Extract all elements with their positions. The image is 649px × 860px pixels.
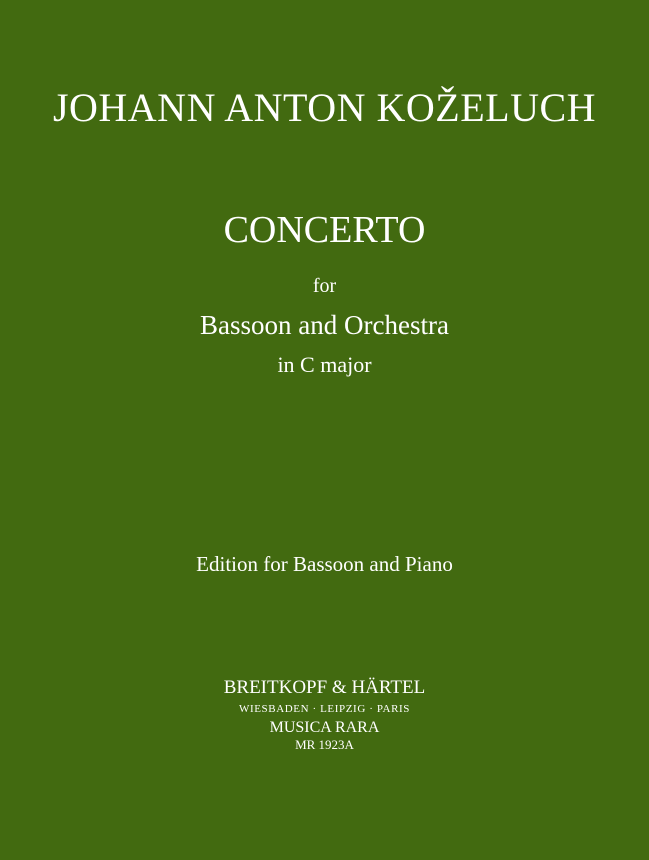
edition-note: Edition for Bassoon and Piano [196,552,453,576]
publisher-name: BREITKOPF & HÄRTEL [223,677,426,698]
publisher-cities: WIESBADEN · LEIPZIG · PARIS [238,703,410,715]
for-text: for [312,275,337,297]
instrumentation: Bassoon and Orchestra [200,310,449,340]
imprint-name: MUSICA RARA [269,719,380,736]
catalog-number: MR 1923A [295,737,354,752]
work-title: CONCERTO [223,209,426,251]
composer-name: JOHANN ANTON KOŽELUCH [52,85,597,130]
key-signature: in C major [277,352,372,377]
